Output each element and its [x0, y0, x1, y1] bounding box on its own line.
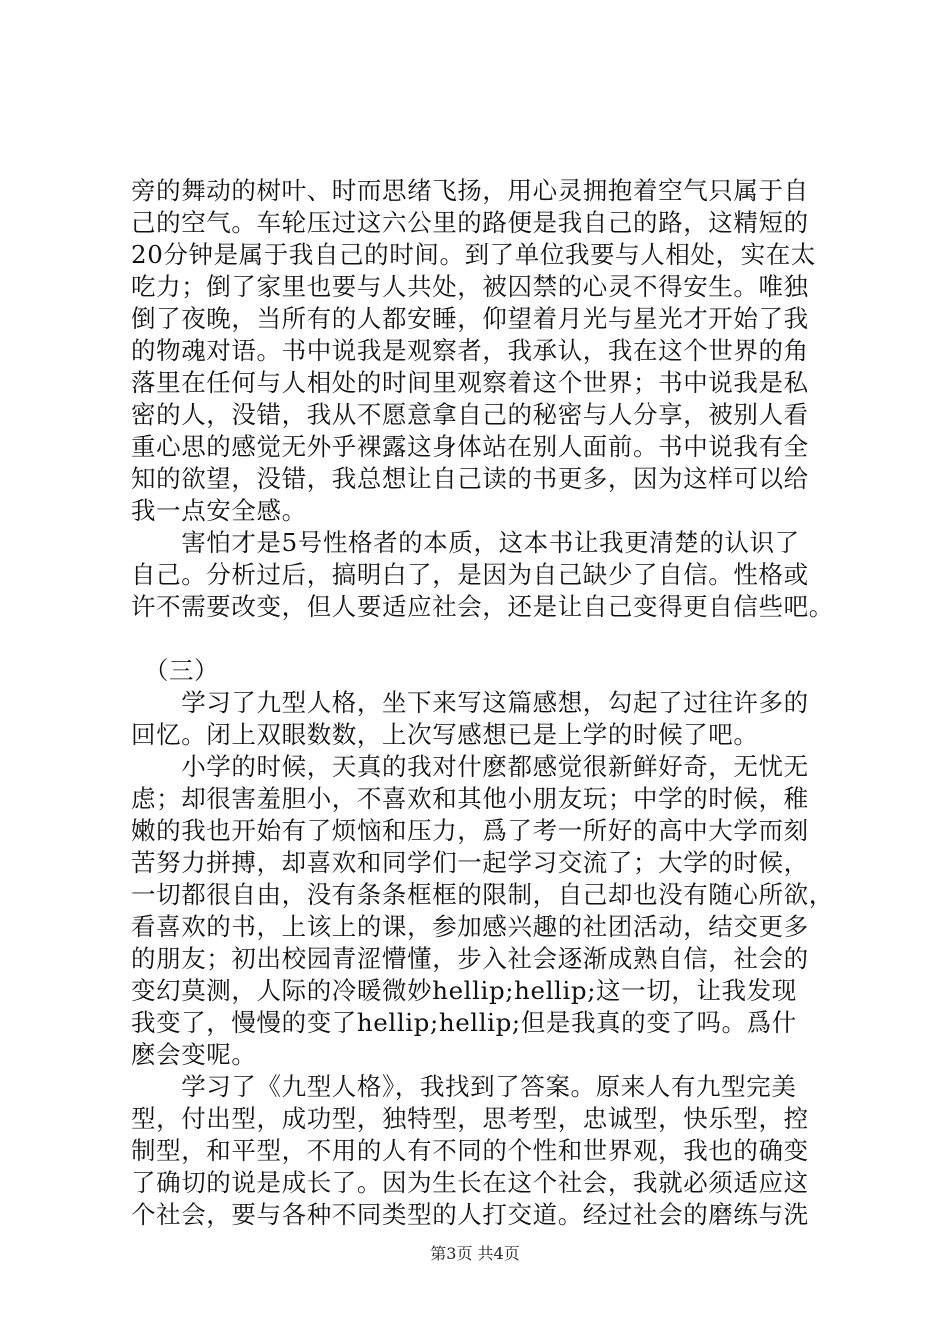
text-line: 一切都很自由，没有条条框框的限制，自己却也没有随心所欲， — [131, 880, 834, 909]
text-line: 的物魂对语。书中说我是观察者，我承认，我在这个世界的角 — [131, 336, 809, 365]
text-line: 嫩的我也开始有了烦恼和压力，爲了考一所好的高中大学而刻 — [131, 816, 809, 845]
text-line: 看喜欢的书，上该上的课，参加感兴趣的社团活动，结交更多 — [131, 912, 809, 941]
text-line: 知的欲望，没错，我总想让自己读的书更多，因为这样可以给 — [131, 464, 809, 493]
text-line: 我一点安全感。 — [131, 496, 307, 525]
text-line: 密的人，没错，我从不愿意拿自己的秘密与人分享，被别人看 — [131, 400, 809, 429]
text-line: 虑；却很害羞胆小，不喜欢和其他小朋友玩；中学的时候，稚 — [131, 784, 809, 813]
text-line: 学习了《九型人格》，我找到了答案。原来人有九型完美 — [131, 1072, 797, 1101]
text-line: 害怕才是5号性格者的本质，这本书让我更清楚的认识了 — [131, 528, 800, 557]
page-number-footer: 第3页 共4页 — [430, 1244, 520, 1263]
text-line: 回忆。闭上双眼数数，上次写感想已是上学的时候了吧。 — [131, 720, 759, 749]
text-line: 落里在任何与人相处的时间里观察着这个世界；书中说我是私 — [131, 368, 809, 397]
text-line: 个社会，要与各种不同类型的人打交道。经过社会的磨练与洗 — [131, 1200, 809, 1229]
text-line: 倒了夜晚，当所有的人都安睡，仰望着月光与星光才开始了我 — [131, 304, 809, 333]
text-line: 旁的舞动的树叶、时而思绪飞扬，用心灵拥抱着空气只属于自 — [131, 176, 809, 205]
text-line: 苦努力拼搏，却喜欢和同学们一起学习交流了；大学的时候， — [131, 848, 809, 877]
text-line: 重心思的感觉无外乎裸露这身体站在别人面前。书中说我有全 — [131, 432, 809, 461]
text-line: 变幻莫测，人际的冷暖微妙hellip;hellip;这一切，让我发现 — [131, 976, 797, 1005]
text-line: 自己。分析过后，搞明白了，是因为自己缺少了自信。性格或 — [131, 560, 809, 589]
text-line: 我变了，慢慢的变了hellip;hellip;但是我真的变了吗。爲什 — [131, 1008, 797, 1037]
text-line: 的朋友；初出校园青涩懵懂，步入社会逐渐成熟自信，社会的 — [131, 944, 809, 973]
text-line: 许不需要改变，但人要适应社会，还是让自己变得更自信些吧。 — [131, 592, 834, 621]
text-line: 20分钟是属于我自己的时间。到了单位我要与人相处，实在太 — [131, 240, 816, 269]
text-line: 学习了九型人格，坐下来写这篇感想，勾起了过往许多的 — [131, 688, 809, 717]
text-line: 制型，和平型，不用的人有不同的个性和世界观，我也的确变 — [131, 1136, 809, 1165]
text-line: 小学的时候，天真的我对什麽都感觉很新鲜好奇，无忧无 — [131, 752, 809, 781]
text-line: 麽会变呢。 — [131, 1040, 257, 1069]
text-line: 型，付出型，成功型，独特型，思考型，忠诚型，快乐型，控 — [131, 1104, 809, 1133]
section-heading: （三） — [131, 656, 220, 685]
text-line: 己的空气。车轮压过这六公里的路便是我自己的路，这精短的 — [131, 208, 809, 237]
text-line: 了确切的说是成长了。因为生长在这个社会，我就必须适应这 — [131, 1168, 809, 1197]
text-line: 吃力；倒了家里也要与人共处，被囚禁的心灵不得安生。唯独 — [131, 272, 809, 301]
